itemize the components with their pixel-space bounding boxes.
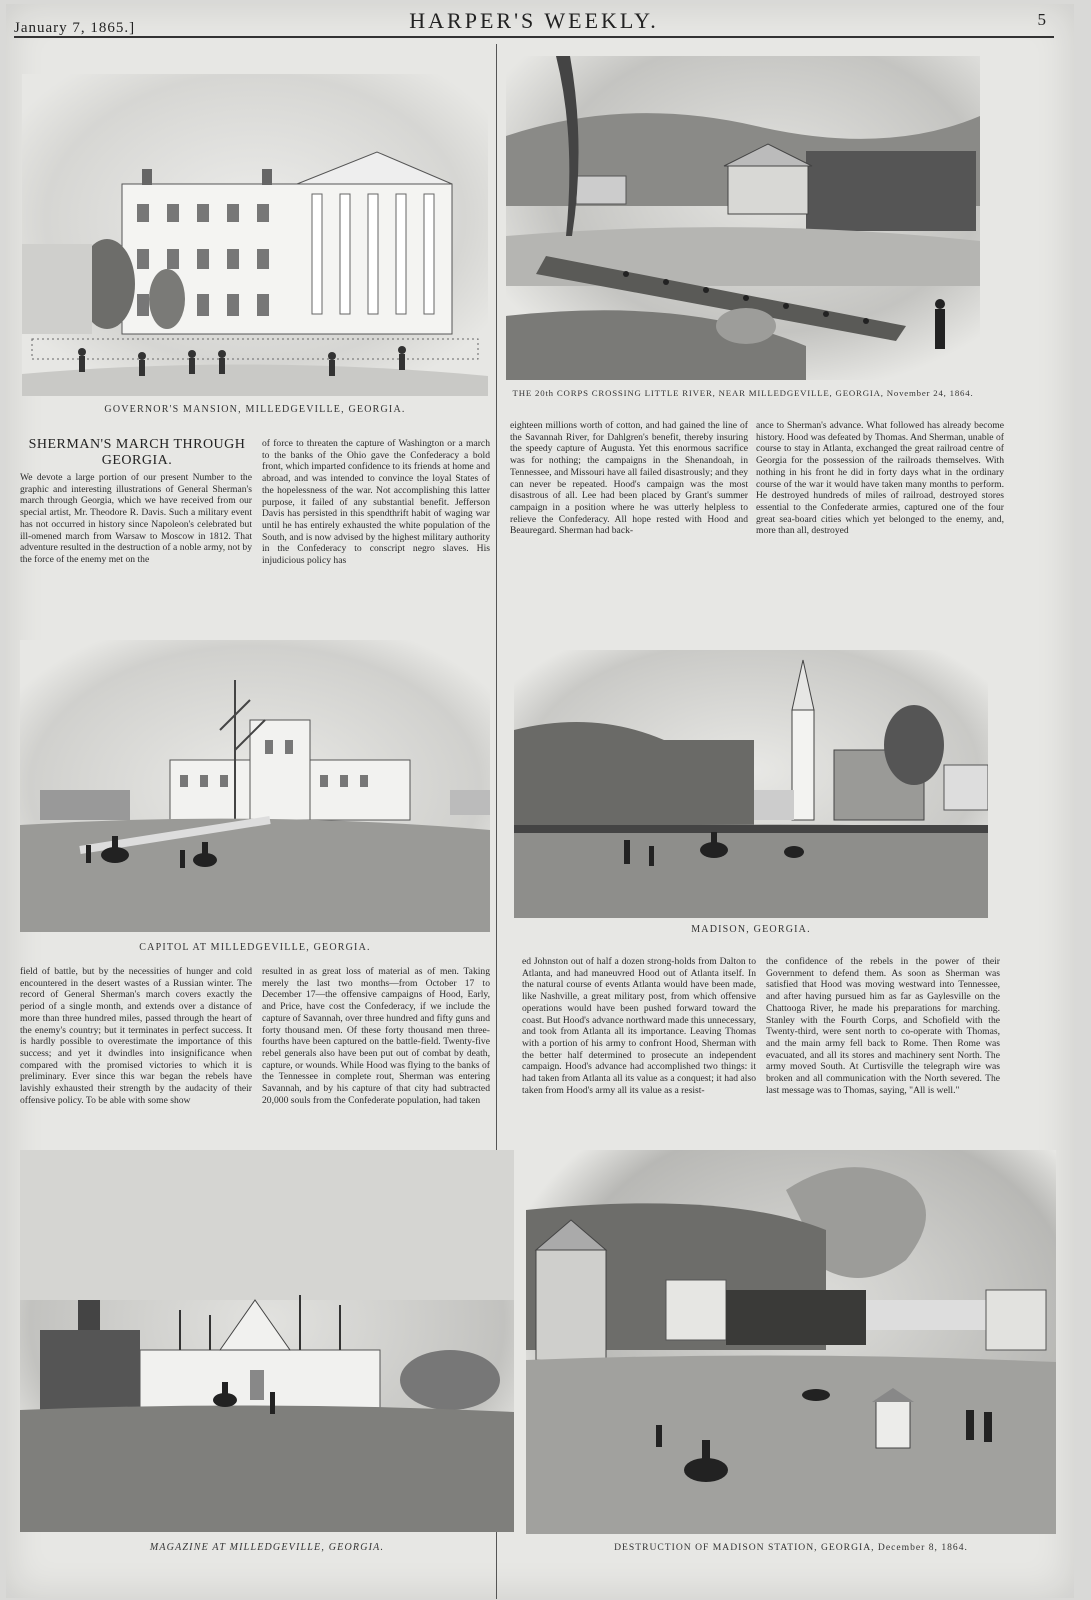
magazine-caption: MAGAZINE AT MILLEDGEVILLE, GEORGIA. [149,1542,385,1553]
article-column-1-top: We devote a large portion of our present Number to the graphic and interesting illustrations of General Sherman's march through Georgia, which we have received from our special artist, Mr. Theodore R. Davis. Such a military event has not occurred in history since Napoleon's celebrated but ill-omened march from Warsaw to Moscow in 1812. That adventure resulted in the destruction of a noble army, not by the force of the enemy met on the [20,472,252,565]
madison-station-illustration [526,1150,1056,1534]
corps-crossing-illustration [506,56,980,380]
madison-caption: MADISON, GEORGIA. [691,924,811,935]
article-column-3-top: eighteen millions worth of cotton, and had gained the line of the Savannah River, for Dahlgren's benefit, thereby insuring the speedy capture of Augusta. Yet this enormous sacrifice was for nothing; the campaigns in the Shenandoah, in Tennessee, and Missouri have all failed disastrously; and they can never be repeated. Hood's campaign was the most disastrous of all. Lee had been placed by Grant's summer campaign in a position where he was utterly helpless to relieve the Confederacy. All hope rested with Hood and Beauregard. Sherman had back- [510,420,748,537]
publication-title: HARPER'S WEEKLY. [409,8,659,33]
article-title [26,437,248,469]
corps-crossing-caption: THE 20th CORPS CROSSING LITTLE RIVER, NEAR MILLEDGEVILLE, GEORGIA, November 24, 1864. [512,388,974,398]
issue-date: January 7, 1865.] [14,20,136,36]
article-column-2-middle: resulted in as great loss of material as of men. Taking merely the last two months—from October 17 to December 17—the offensive campaigns of Hood, Early, and Price, have cost the Confederacy, if we include the capture of Savannah, over three hundred and fifty guns and forty thousand men. Of these forty thousand men three-fourths have been captured on the battle-field. Twenty-five rebel generals also have been put out of combat by death, capture, or wounds. While Hood was flying to the banks of the Tennessee in complete rout, Sherman was entering Savannah, and by his capture of that city had subtracted 20,000 souls from the Confederate population, had taken [262,966,490,1106]
article-column-4-middle: the confidence of the rebels in the power of their Government to defend them. As soon as Sherman was satisfied that Hood was moving westward into Tennessee, and after having pursued him as far as Gaylesville on the Chattooga River, he made his preparations for marching. Stanley with the Fourth Corps, and Schofield with the Twenty-third, were sent north to co-operate with Thomas, and the main army fell back to Rome. Then Rome was evacuated, and all its stores and machinery sent North. The army moved South. At Curtisville the telegraph wire was broken and all communication with the North severed. The last message was to Thomas, saying, "All is well." [766,956,1000,1096]
article-title-line-1: SHERMAN'S MARCH THROUGH [28,437,246,452]
governors-mansion-caption: GOVERNOR'S MANSION, MILLEDGEVILLE, GEORGIA. [104,404,406,415]
magazine-illustration [20,1150,514,1532]
article-column-4-top: ance to Sherman's advance. What followed has already become history. Hood was defeated by Thomas. And Sherman, unable of course to stay in Atlanta, exchanged the great railroad centre of Georgia for the possession of the railroads themselves. With nothing in his front he did in forty days what in the ordinary course of the war it would have taken many months to perform. He destroyed hundreds of miles of railroad, destroyed stores essential to the Confederate armies, captured one of the four great sea-board cities which yet belonged to the enemy, and, more than all, destroyed [756,420,1004,537]
capitol-caption: CAPITOL AT MILLEDGEVILLE, GEORGIA. [139,942,371,953]
article-column-1-middle: field of battle, but by the necessities of hunger and cold encountered in the desert wastes of a Russian winter. The record of General Sherman's march covers exactly the period of a single month, and extends over a distance of more than three hundred miles, passed through the heart of the enemy's country; but it terminates in perfect success. It is hardly possible to overestimate the importance of this success; and yet it dwindles into insignificance when compared with the promised victories to which it is preliminary. Ever since this war began the rebels have lavishly exhausted their strength by the audacity of their offensive policy. To be able with some show [20,966,252,1106]
capitol-illustration [20,640,490,932]
article-title-line-2: GEORGIA. [101,453,173,468]
madison-station-caption: DESTRUCTION OF MADISON STATION, GEORGIA, December 8, 1864. [614,1542,968,1553]
page-number: 5 [1037,10,1046,29]
masthead [14,6,1054,38]
madison-illustration [514,650,988,918]
governors-mansion-illustration [22,74,488,396]
article-column-2-top: of force to threaten the capture of Washington or a march to the banks of the Ohio gave the Confederacy a bold front, which imparted confidence to its friends at home and abroad, and was intended to convince the loyal States of the hopelessness of the war. Not accomplishing this latter purpose, it failed of any substantial benefit. Jefferson Davis has persisted in this spendthrift habit of waging war until he has entirely exhausted the white population of the South, and is now advised by the highest military authority in the Confederacy to conscript negro slaves. His injudicious policy has [262,438,490,567]
article-column-3-middle: ed Johnston out of half a dozen strong-holds from Dalton to Atlanta, and had maneuvred Hood out of Atlanta itself. In the natural course of events Atlanta would have been made, like Nashville, a great military post, from which offensive operations would have been pushed forward toward the coast. But Hood's advance northward made this unnecessary, and took from Atlanta all its importance. Leaving Thomas with a portion of his army to confront Hood, Sherman with the better half determined to prosecute an independent campaign. Hood's advance had accomplished two things: it had taken from Atlanta all its value as a conquest; it had also taken from Hood's army all its value as a resist- [522,956,756,1096]
